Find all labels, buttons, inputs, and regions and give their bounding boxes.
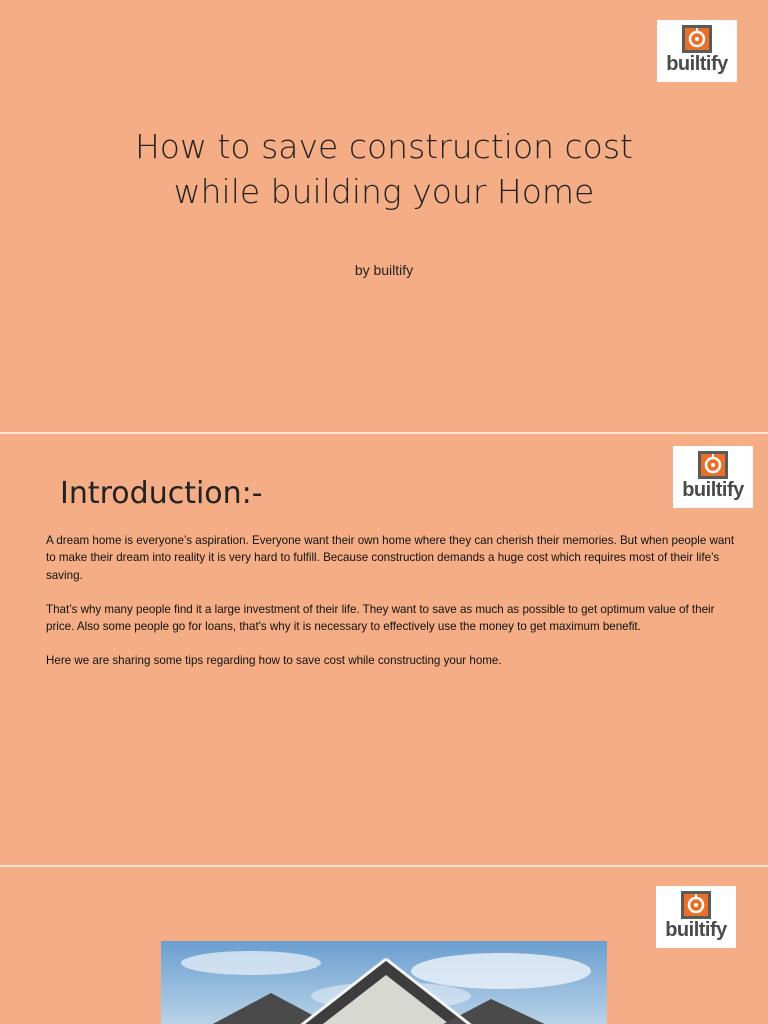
paragraph: A dream home is everyone’s aspiration. Everyone want their own home where they can cherish their memories. But when people want to make their dream into reality it is very hard to fulfill. Because construction demands a huge cost which requires most of their life’s saving.: [46, 534, 735, 582]
builtify-logo: [673, 446, 753, 508]
house-photo: [161, 941, 607, 1024]
target-icon: [682, 25, 712, 53]
title-line-1: How to save construction cost: [134, 127, 633, 166]
target-icon: [698, 451, 728, 479]
page-title: [0, 124, 768, 214]
builtify-logo: [657, 20, 737, 82]
target-icon: [681, 891, 711, 919]
logo-wordmark: builtify: [682, 479, 744, 501]
slide-introduction: [0, 434, 768, 865]
slide-title: [0, 0, 768, 432]
intro-body: [46, 532, 736, 687]
paragraph: That’s why many people find it a large investment of their life. They want to save as much as possible to get optimum value of their price. Also some people go for loans, that's why it is necessary to effectively use the money to get maximum benefit.: [46, 602, 715, 634]
logo-wordmark: builtify: [666, 53, 728, 75]
builtify-logo: [656, 886, 736, 948]
section-heading: Introduction:-: [60, 476, 263, 511]
byline: by builtify: [354, 262, 414, 278]
slide-house-photo: [0, 867, 768, 1024]
paragraph: Here we are sharing some tips regarding how to save cost while constructing your home.: [46, 654, 502, 668]
title-line-2: while building your Home: [173, 172, 595, 211]
logo-wordmark: builtify: [665, 919, 727, 941]
